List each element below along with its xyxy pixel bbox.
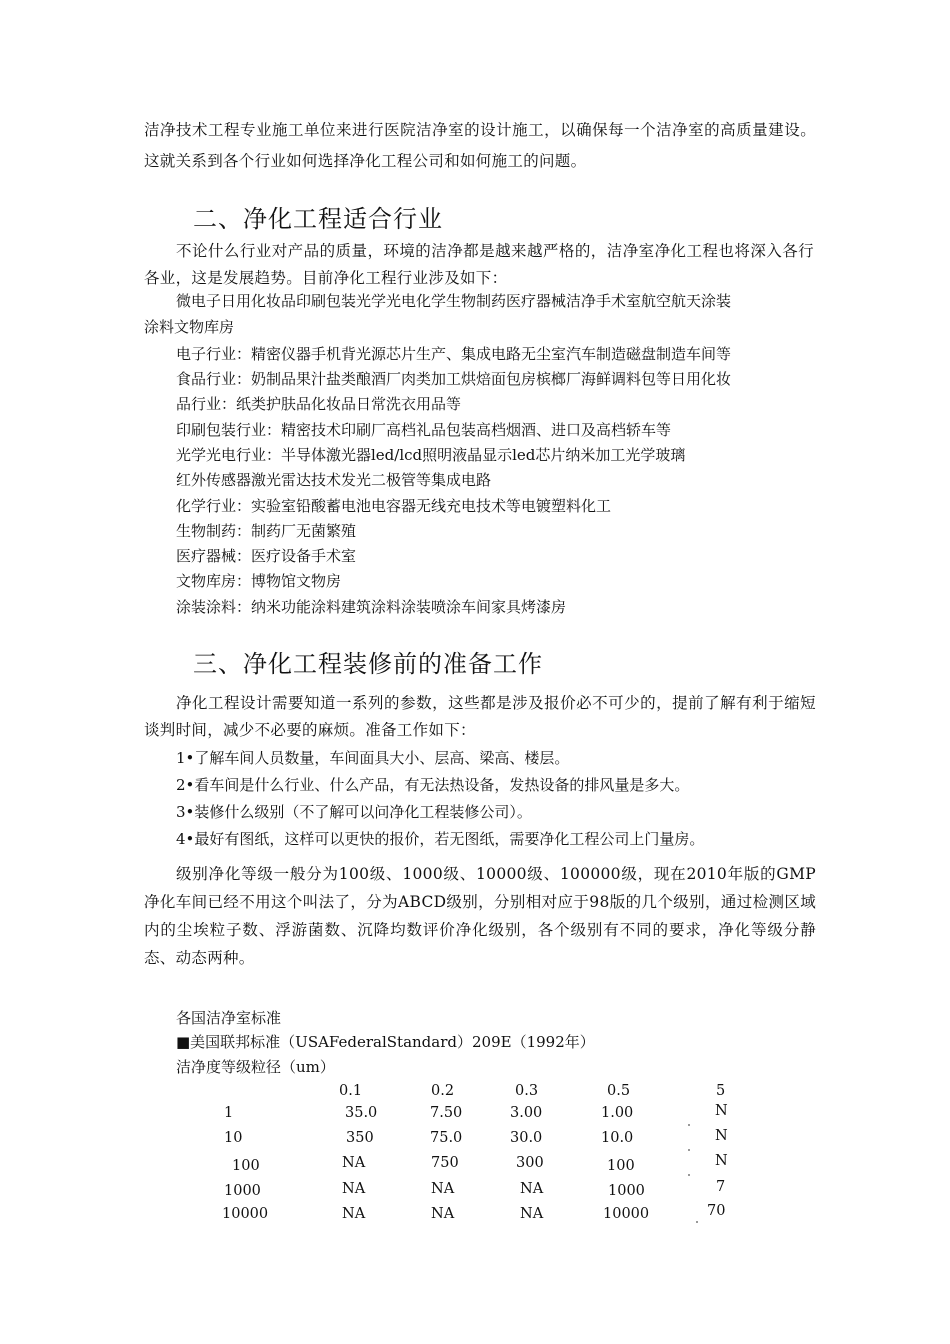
scan-speck xyxy=(688,1149,690,1151)
table-header-cell: 0.3 xyxy=(515,1083,539,1099)
standards-title: 各国洁净室标准 xyxy=(176,1009,282,1027)
table-cell: 300 xyxy=(516,1155,544,1171)
table-cell: NA xyxy=(520,1181,544,1197)
industry-item: 食品行业：奶制品果汁盐类酿酒厂肉类加工烘焙面包房槟榔厂海鲜调料包等日用化妆 xyxy=(176,370,732,388)
industry-item: 涂装涂料：纳米功能涂料建筑涂料涂装喷涂车间家具烤漆房 xyxy=(176,598,567,616)
prep-step: 1•了解车间人员数量，车间面具大小、层高、梁高、楼层。 xyxy=(176,749,570,767)
prep-step: 2•看车间是什么行业、什么产品，有无法热设备，发热设备的排风量是多大。 xyxy=(176,776,690,794)
industry-item: 文物库房：博物馆文物房 xyxy=(176,572,342,590)
table-header-cell: 0.2 xyxy=(431,1083,455,1099)
table-cell: N xyxy=(715,1153,728,1169)
industry-item: 品行业：纸类护肤品化妆品日常洗衣用品等 xyxy=(176,395,462,413)
table-cell: 70 xyxy=(707,1203,726,1219)
table-cell: 100 xyxy=(607,1158,635,1174)
industry-item: 红外传感器激光雷达技术发光二极管等集成电路 xyxy=(176,471,492,489)
industry-item: 医疗器械：医疗设备手术室 xyxy=(176,547,357,565)
table-cell: 1000 xyxy=(608,1183,645,1199)
intro-paragraph: 洁净技术工程专业施工单位来进行医院洁净室的设计施工，以确保每一个洁净室的高质量建设。这就关系到各个行业如何选择净化工程公司和如何施工的问题。 xyxy=(144,121,816,170)
industry-item: 印刷包装行业：精密技术印刷厂高档礼品包装高档烟酒、进口及高档轿车等 xyxy=(176,421,672,439)
table-cell: NA xyxy=(520,1206,544,1222)
table-cell: 7 xyxy=(716,1179,726,1195)
scan-speck xyxy=(696,1221,698,1223)
table-cell: N xyxy=(715,1103,728,1119)
industry-item: 化学行业：实验室铅酸蓄电池电容器无线充电技术等电镀塑料化工 xyxy=(176,497,612,515)
table-cell: N xyxy=(715,1128,728,1144)
table-label: 洁净度等级粒径（um） xyxy=(176,1058,335,1076)
table-cell: NA xyxy=(342,1206,366,1222)
scan-speck xyxy=(688,1174,690,1176)
industry-item: 光学光电行业：半导体激光器led/lcd照明液晶显示led芯片纳米加工光学玻璃 xyxy=(176,446,686,464)
scan-speck xyxy=(688,1124,690,1126)
industry-summary-line-1: 微电子日用化妆品印刷包装光学光电化学生物制药医疗器械洁净手术室航空航天涂装 xyxy=(176,292,732,310)
table-cell: NA xyxy=(342,1181,366,1197)
industry-item: 生物制药：制药厂无菌繁殖 xyxy=(176,522,357,540)
industry-item: 电子行业：精密仪器手机背光源芯片生产、集成电路无尘室汽车制造磁盘制造车间等 xyxy=(176,345,732,363)
table-cell: NA xyxy=(342,1155,366,1171)
table-cell: 10 xyxy=(224,1130,243,1146)
table-header-cell: 0.1 xyxy=(339,1083,363,1099)
table-cell: 100 xyxy=(232,1158,260,1174)
table-header-cell: 5 xyxy=(716,1083,726,1099)
table-cell: 350 xyxy=(346,1130,374,1146)
grades-paragraph: 级别净化等级一般分为100级、1000级、10000级、100000级，现在2010年版的GMP净化车间已经不用这个叫法了，分为ABCD级别，分别相对应于98版的几个级别，通过检测区域内的尘埃粒子数、浮游菌数、沉降均数评价净化级别，各个级别有不同的要求，净化等级分静态、动态两种。 xyxy=(144,865,816,967)
table-cell: 1000 xyxy=(224,1183,261,1199)
standards-subtitle: ■美国联邦标准（USAFederalStandard）209E（1992年） xyxy=(176,1033,595,1051)
industry-summary-line-2: 涂料文物库房 xyxy=(144,318,235,336)
section-2-heading: 二、净化工程适合行业 xyxy=(193,205,443,233)
section-3-intro: 净化工程设计需要知道一系列的参数，这些都是涉及报价必不可少的，提前了解有利于缩短谈判时间，减少不必要的麻烦。准备工作如下： xyxy=(144,694,816,739)
table-cell: 1.00 xyxy=(601,1105,634,1121)
table-header-cell: 0.5 xyxy=(607,1083,631,1099)
table-cell: 30.0 xyxy=(510,1130,543,1146)
table-cell: 35.0 xyxy=(345,1105,378,1121)
prep-step: 4•最好有图纸，这样可以更快的报价，若无图纸，需要净化工程公司上门量房。 xyxy=(176,830,705,848)
table-cell: 7.50 xyxy=(430,1105,463,1121)
table-cell: 750 xyxy=(431,1155,459,1171)
table-cell: NA xyxy=(431,1181,455,1197)
prep-step: 3•装修什么级别（不了解可以问净化工程装修公司）。 xyxy=(176,803,532,821)
table-cell: 75.0 xyxy=(430,1130,463,1146)
table-cell: 3.00 xyxy=(510,1105,543,1121)
section-2-intro: 不论什么行业对产品的质量，环境的洁净都是越来越严格的，洁净室净化工程也将深入各行各业，这是发展趋势。目前净化工程行业涉及如下： xyxy=(144,242,814,287)
table-cell: 1 xyxy=(224,1105,234,1121)
section-3-heading: 三、净化工程装修前的准备工作 xyxy=(193,650,543,678)
table-cell: 10000 xyxy=(222,1206,269,1222)
table-cell: 10.0 xyxy=(601,1130,634,1146)
table-cell: 10000 xyxy=(603,1206,650,1222)
table-cell: NA xyxy=(431,1206,455,1222)
